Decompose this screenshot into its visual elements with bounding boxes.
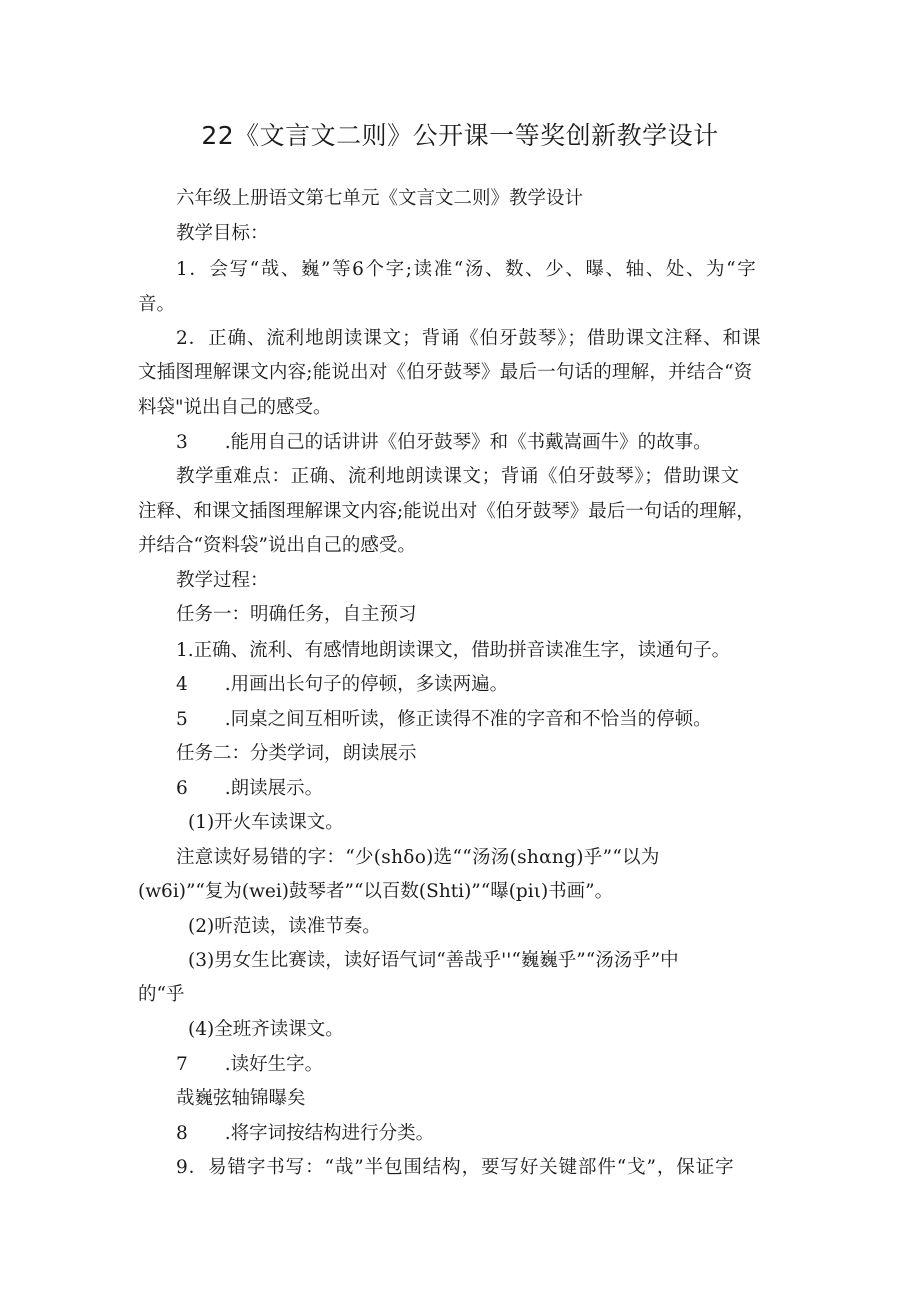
paragraph-line: (3)男女生比赛读，读好语气词“善哉乎''“巍巍乎”“汤汤乎”中 (188, 950, 679, 971)
subtitle-line: 六年级上册语文第七单元《文言文二则》教学设计 (176, 188, 584, 209)
paragraph-line: 的“乎 (138, 984, 185, 1005)
document-title: 22《文言文二则》公开课一等奖创新教学设计 (201, 121, 719, 150)
paragraph-line: (w6i)”“复为(wei)鼓琴者”“以百数(Shti)”“曝(piι)书画”。 (138, 881, 614, 902)
paragraph-line: 1．会写“哉、巍”等6个字;读准“汤、数、少、曝、轴、处、为“字 (176, 259, 758, 280)
section-heading-key-points: 教学重难点：正确、流利地朗读课文；背诵《伯牙鼓琴》；借助课文 (176, 466, 740, 487)
paragraph-line: (2)听范读，读准节奏。 (188, 916, 381, 937)
paragraph-line: 9．易错字书写：“哉”半包围结构，要写好关键部件“戈”，保证字 (176, 1157, 735, 1178)
section-heading-process: 教学过程： (176, 570, 269, 591)
paragraph-line: 文插图理解课文内容;能说出对《伯牙鼓琴》最后一句话的理解，并结合“资 (138, 362, 753, 383)
paragraph-line: 7 .读好生字。 (176, 1054, 324, 1075)
paragraph-line: 料袋"说出自己的感受。 (138, 397, 332, 418)
paragraph-line: 8 .将字词按结构进行分类。 (176, 1123, 435, 1144)
paragraph-line: 注释、和课文插图理解课文内容;能说出对《伯牙鼓琴》最后一句话的理解， (138, 501, 755, 522)
paragraph-line: 4 .用画出长句子的停顿，多读两遍。 (176, 674, 509, 695)
paragraph-line: 3 .能用自己的话讲讲《伯牙鼓琴》和《书戴嵩画牛》的故事。 (176, 432, 712, 453)
paragraph-line: 5 .同桌之间互相听读，修正读得不准的字音和不恰当的停顿。 (176, 709, 712, 730)
paragraph-line: (1)开火车读课文。 (188, 812, 344, 833)
paragraph-line: 2．正确、流利地朗读课文；背诵《伯牙鼓琴》；借助课文注释、和课 (176, 328, 762, 349)
paragraph-line: 1.正确、流利、有感情地朗读课文，借助拼音读准生字，读通句子。 (176, 640, 731, 661)
task-heading-2: 任务二：分类学词，朗读展示 (176, 743, 417, 764)
paragraph-line: 哉巍弦轴锦曝矣 (176, 1088, 306, 1109)
paragraph-line: (4)全班齐读课文。 (188, 1019, 344, 1040)
paragraph-line: 6 .朗读展示。 (176, 778, 324, 799)
task-heading-1: 任务一：明确任务，自主预习 (176, 604, 417, 625)
paragraph-line: 音。 (138, 294, 176, 315)
paragraph-line: 并结合“资料袋”说出自己的感受。 (138, 535, 416, 556)
section-heading-objectives: 教学目标： (176, 223, 269, 244)
paragraph-line: 注意读好易错的字：“少(shδo)选““汤汤(shαng)乎”“以为 (176, 847, 660, 868)
